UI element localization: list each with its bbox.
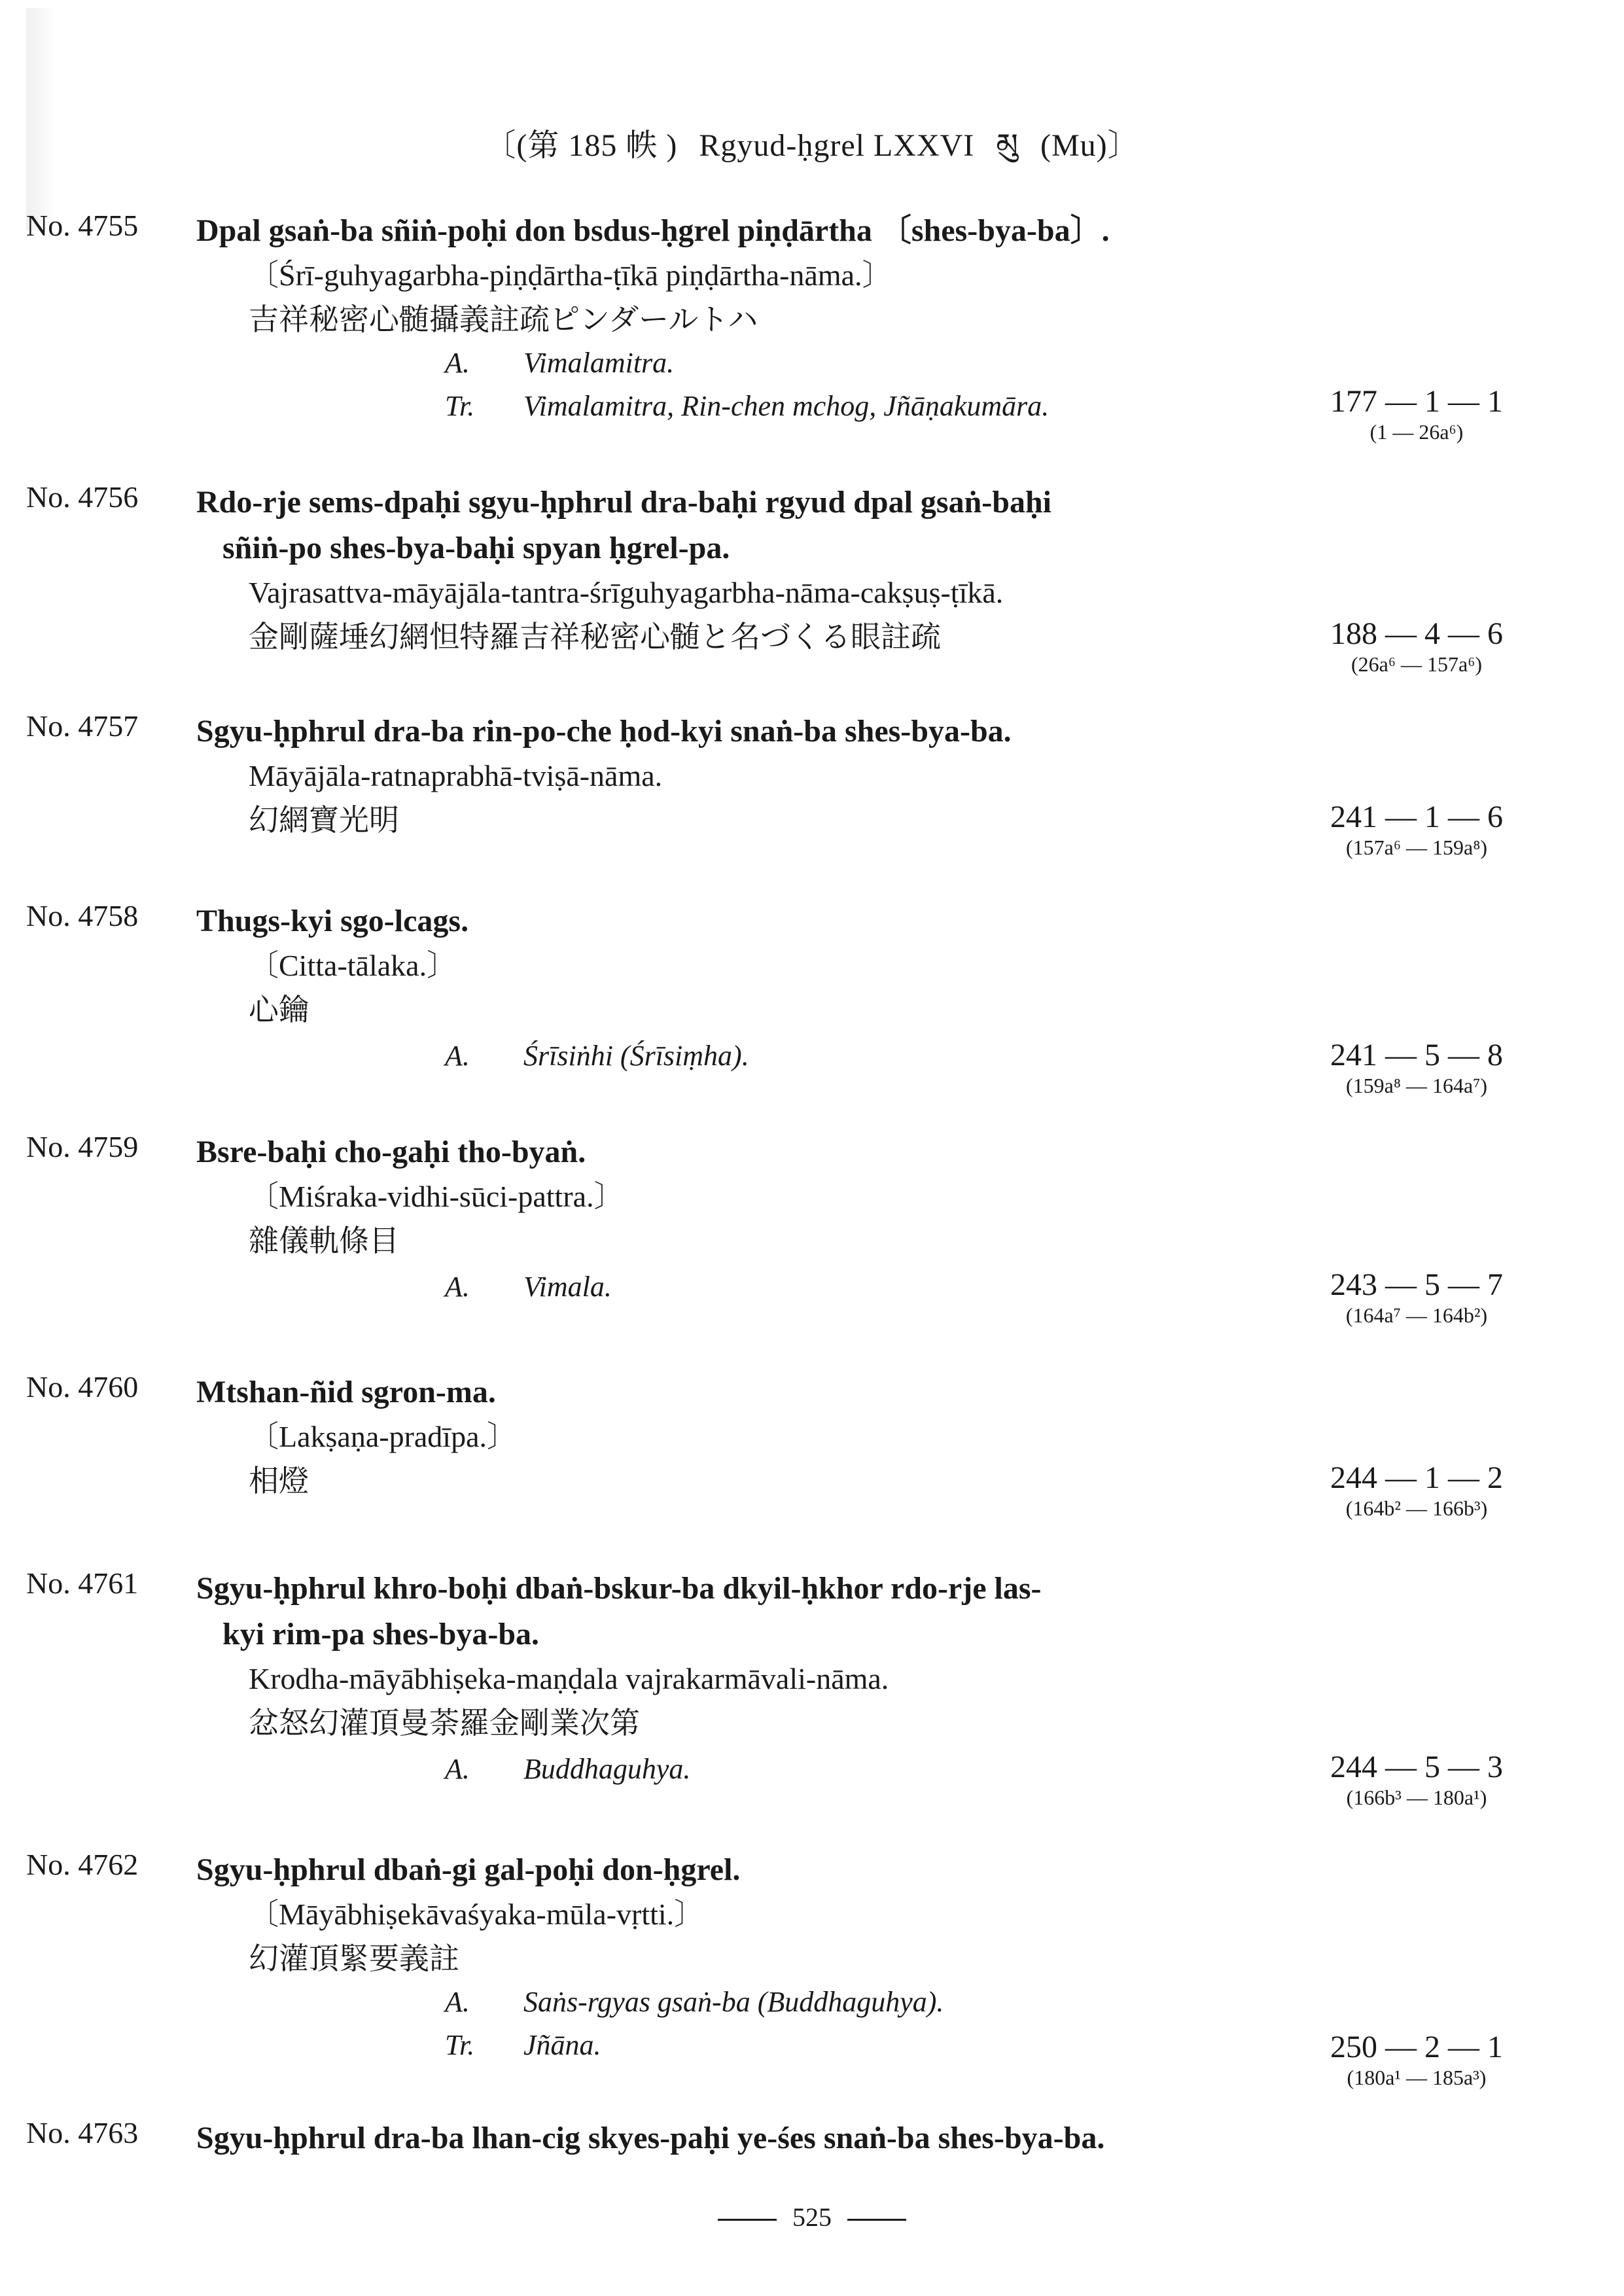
role-name: Vimala. (523, 1271, 612, 1303)
catalog-entry-4763 (26, 2115, 1551, 2161)
entry-title-line2: kyi rim-pa shes-bya-ba. (222, 1617, 540, 1651)
catalog-entry-4762 (26, 1847, 1551, 2089)
reference-folios: (26a⁶ — 157a⁶) (1350, 652, 1483, 676)
entry-number: No. 4758 (26, 899, 139, 932)
entry-number: No. 4755 (26, 209, 139, 242)
entry-title: Mtshan-ñid sgron-ma. (196, 1375, 496, 1409)
entry-reference (1309, 799, 1525, 859)
entry-title-line1: Sgyu-ḥphrul khro-boḥi dbaṅ-bskur-ba dkyil-ḥkhor rdo-rje las- (196, 1571, 1042, 1606)
role-label: A. (445, 1040, 470, 1072)
reference-main: 244 — 1 — 2 (1330, 1460, 1503, 1495)
entry-japanese: 吉祥秘密心髄攝義註疏ピンダールトハ (249, 302, 758, 337)
entry-reference (1309, 1037, 1525, 1097)
entry-reference (1309, 2029, 1525, 2089)
entry-japanese: 雜儀軌條目 (249, 1223, 399, 1258)
role-name: Saṅs-rgyas gsaṅ-ba (Buddhaguhya). (523, 1986, 944, 2018)
page-number: 525 (792, 2202, 832, 2232)
role-name: Vimalamitra, Rin-chen mchog, Jñāṇakumāra. (523, 390, 1050, 422)
entry-reference (1309, 1460, 1525, 1520)
header-volume: 〔(第 185 帙 ) (484, 128, 678, 163)
catalog-entry-4755 (26, 208, 1551, 444)
entry-title (196, 1566, 1551, 1657)
entry-japanese: 相燈 (249, 1463, 309, 1498)
catalog-entry-4760 (26, 1369, 1551, 1520)
footer-rule-right (847, 2219, 906, 2221)
entry-number: No. 4760 (26, 1370, 139, 1404)
entry-sanskrit: 〔Māyābhiṣekāvaśyaka-mūla-vṛtti.〕 (249, 1898, 705, 1931)
entry-japanese: 幻灌頂緊要義註 (249, 1941, 459, 1976)
header-tibetan-letter: མུ (996, 128, 1019, 163)
entry-sanskrit: 〔Miśraka-vidhi-sūci-pattra.〕 (249, 1180, 624, 1213)
entry-title: Sgyu-ḥphrul dra-ba lhan-cig skyes-paḥi ye-śes snaṅ-ba shes-bya-ba. (196, 2121, 1105, 2155)
reference-folios: (159a⁸ — 164a⁷) (1345, 1074, 1488, 1097)
role-label: A. (445, 1271, 470, 1303)
entry-number: No. 4759 (26, 1130, 139, 1163)
catalog-entry-4757 (26, 709, 1551, 859)
catalog-entry-4759 (26, 1129, 1551, 1327)
reference-main: 250 — 2 — 1 (1330, 2030, 1503, 2064)
catalog-entry-4756 (26, 480, 1551, 676)
role-name: Śrīsiṅhi (Śrīsiṃha). (523, 1040, 749, 1072)
entry-number: No. 4763 (26, 2116, 139, 2149)
entry-reference (1309, 616, 1525, 676)
entry-reference (1309, 1267, 1525, 1327)
catalog-entry-4761 (26, 1566, 1551, 1809)
role-label: Tr. (445, 2029, 475, 2061)
entry-author (445, 342, 1551, 385)
footer-rule-left (718, 2219, 777, 2221)
reference-main: 241 — 1 — 6 (1330, 800, 1503, 834)
entry-title: Sgyu-ḥphrul dbaṅ-gi gal-poḥi don-ḥgrel. (196, 1852, 741, 1887)
role-name: Vimalamitra. (523, 347, 675, 379)
entry-sanskrit: Krodha-māyābhiṣeka-maṇḍala vajrakarmāvali-nāma. (249, 1662, 889, 1695)
role-name: Jñāna. (523, 2029, 601, 2061)
catalog-entry-4758 (26, 898, 1551, 1097)
role-name: Buddhaguhya. (523, 1753, 691, 1785)
reference-main: 241 — 5 — 8 (1330, 1038, 1503, 1072)
reference-main: 243 — 5 — 7 (1330, 1267, 1503, 1302)
reference-folios: (166b³ — 180a¹) (1346, 1786, 1487, 1809)
entry-japanese: 心鑰 (249, 992, 309, 1027)
entry-author (445, 1981, 1551, 2024)
entry-reference (1309, 383, 1525, 444)
entry-sanskrit: 〔Śrī-guhyagarbha-piṇḍārtha-ṭīkā piṇḍārtha-nāma.〕 (249, 258, 892, 292)
entry-title: Dpal gsaṅ-ba sñiṅ-poḥi don bsdus-ḥgrel piṇḍārtha 〔shes-bya-ba〕. (196, 213, 1110, 248)
header-title: Rgyud-ḥgrel LXXVI (699, 128, 975, 163)
reference-folios: (1 — 26a⁶) (1369, 420, 1464, 444)
entry-title: Thugs-kyi sgo-lcags. (196, 904, 469, 938)
role-label: A. (445, 1986, 470, 2018)
entry-sanskrit: Māyājāla-ratnaprabhā-tviṣā-nāma. (249, 759, 663, 792)
page-footer (0, 2202, 1624, 2233)
role-label: Tr. (445, 390, 475, 422)
page-header (0, 110, 1624, 198)
entry-sanskrit: 〔Lakṣaṇa-pradīpa.〕 (249, 1420, 518, 1453)
reference-folios: (180a¹ — 185a³) (1347, 2066, 1487, 2089)
entry-sanskrit: Vajrasattva-māyājāla-tantra-śrīguhyagarbha-nāma-cakṣuṣ-ṭīkā. (249, 576, 1004, 609)
entry-sanskrit: 〔Citta-tālaka.〕 (249, 949, 457, 982)
entry-japanese: 忿怒幻灌頂曼荼羅金剛業次第 (249, 1705, 640, 1740)
entry-number: No. 4762 (26, 1848, 139, 1881)
entry-title: Bsre-baḥi cho-gaḥi tho-byaṅ. (196, 1135, 586, 1169)
entry-number: No. 4756 (26, 480, 139, 514)
entry-title-line1: Rdo-rje sems-dpaḥi sgyu-ḥphrul dra-baḥi rgyud dpal gsaṅ-baḥi (196, 485, 1051, 520)
reference-main: 244 — 5 — 3 (1330, 1750, 1503, 1784)
role-label: A. (445, 347, 470, 379)
header-tail: (Mu)〕 (1040, 128, 1140, 163)
entry-title-line2: sñiṅ-po shes-bya-baḥi spyan ḥgrel-pa. (222, 531, 730, 565)
reference-folios: (164b² — 166b³) (1345, 1496, 1488, 1520)
entry-number: No. 4757 (26, 709, 139, 743)
entry-number: No. 4761 (26, 1566, 139, 1600)
entry-title (196, 480, 1551, 571)
entry-japanese: 幻網寶光明 (249, 802, 399, 838)
reference-main: 188 — 4 — 6 (1330, 616, 1503, 651)
entry-reference (1309, 1749, 1525, 1809)
reference-folios: (157a⁶ — 159a⁸) (1345, 836, 1488, 859)
reference-main: 177 — 1 — 1 (1330, 384, 1503, 419)
entry-title: Sgyu-ḥphrul dra-ba rin-po-che ḥod-kyi snaṅ-ba shes-bya-ba. (196, 714, 1012, 749)
reference-folios: (164a⁷ — 164b²) (1345, 1303, 1488, 1327)
entry-japanese: 金剛薩埵幻網怛特羅吉祥秘密心髄と名づくる眼註疏 (249, 619, 941, 654)
role-label: A. (445, 1753, 470, 1785)
